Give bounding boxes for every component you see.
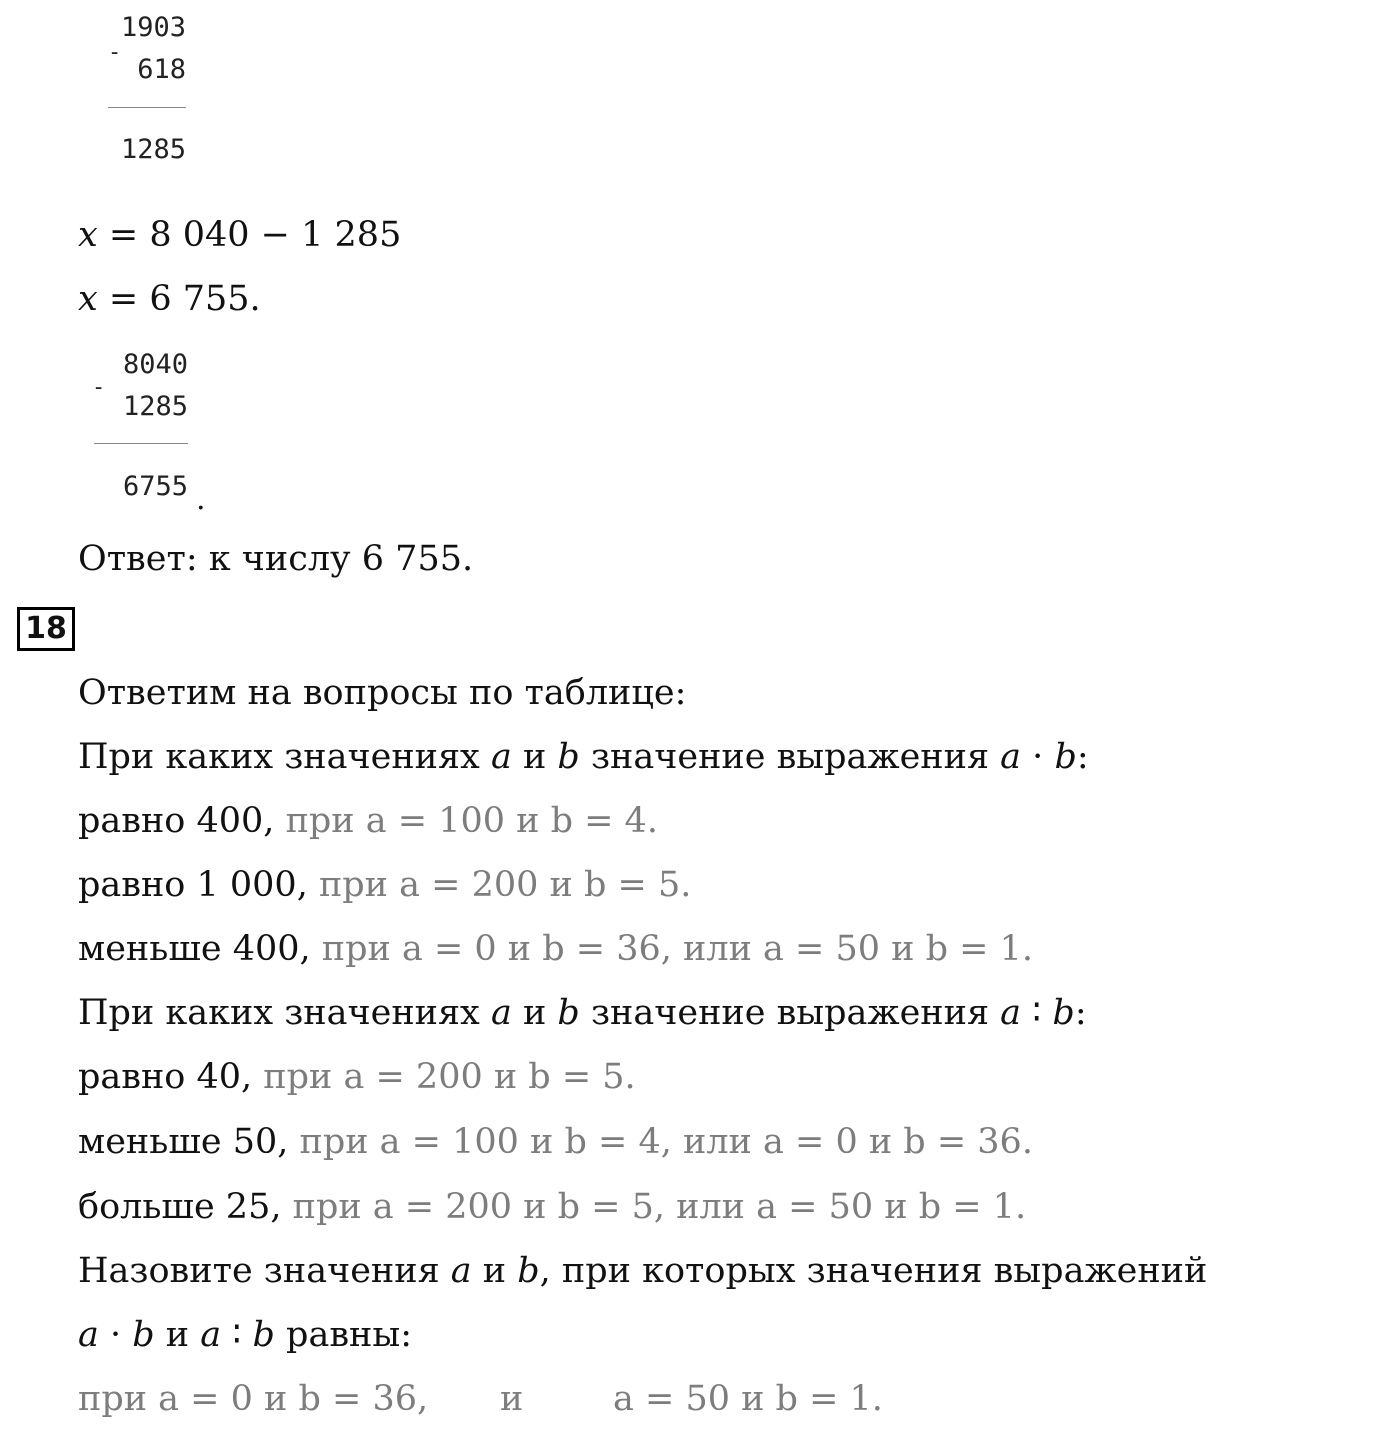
q2-answer-line: равно 40, при a = 200 и b = 5. [78,1057,636,1097]
task-number-badge: 18 [17,607,75,651]
equation-2: x = 6 755. [78,279,261,319]
q2-answer-line: больше 25, при a = 200 и b = 5, или a = 50 и b = 1. [78,1187,1027,1227]
equation-1: x = 8 040 − 1 285 [78,215,402,255]
final-answer: при a = 0 и b = 36, и a = 50 и b = 1. [78,1379,883,1419]
question-3-continued: a · b и a ∶ b равны: [78,1315,412,1355]
q1-answer-line: равно 400, при a = 100 и b = 4. [78,801,658,841]
minuend: 1903 [120,12,186,43]
minuend: 8040 [122,349,188,380]
result-rule [94,443,188,444]
result-rule [108,107,186,108]
q1-answer-line: меньше 400, при a = 0 и b = 36, или a = 50 и b = 1. [78,929,1033,969]
minus-sign: - [108,40,122,65]
subtrahend: 618 [137,54,186,85]
question-3: Назовите значения a и b, при которых значения выражений [78,1251,1208,1291]
column-subtraction-2 [92,351,188,501]
q1-answer-line: равно 1 000, при a = 200 и b = 5. [78,865,692,905]
trailing-period: . [196,482,206,517]
question-1: При каких значениях a и b значение выражения a · b: [78,737,1089,777]
question-2: При каких значениях a и b значение выражения a ∶ b: [78,993,1087,1033]
column-subtraction-1 [100,14,186,164]
intro-text: Ответим на вопросы по таблице: [78,673,687,713]
q2-answer-line: меньше 50, при a = 100 и b = 4, или a = 0 и b = 36. [78,1122,1033,1162]
answer-17: Ответ: к числу 6 755. [78,539,474,579]
subtrahend: 1285 [122,391,188,422]
difference: 6755 [122,471,188,502]
difference: 1285 [120,134,186,165]
minus-sign: - [92,375,106,400]
